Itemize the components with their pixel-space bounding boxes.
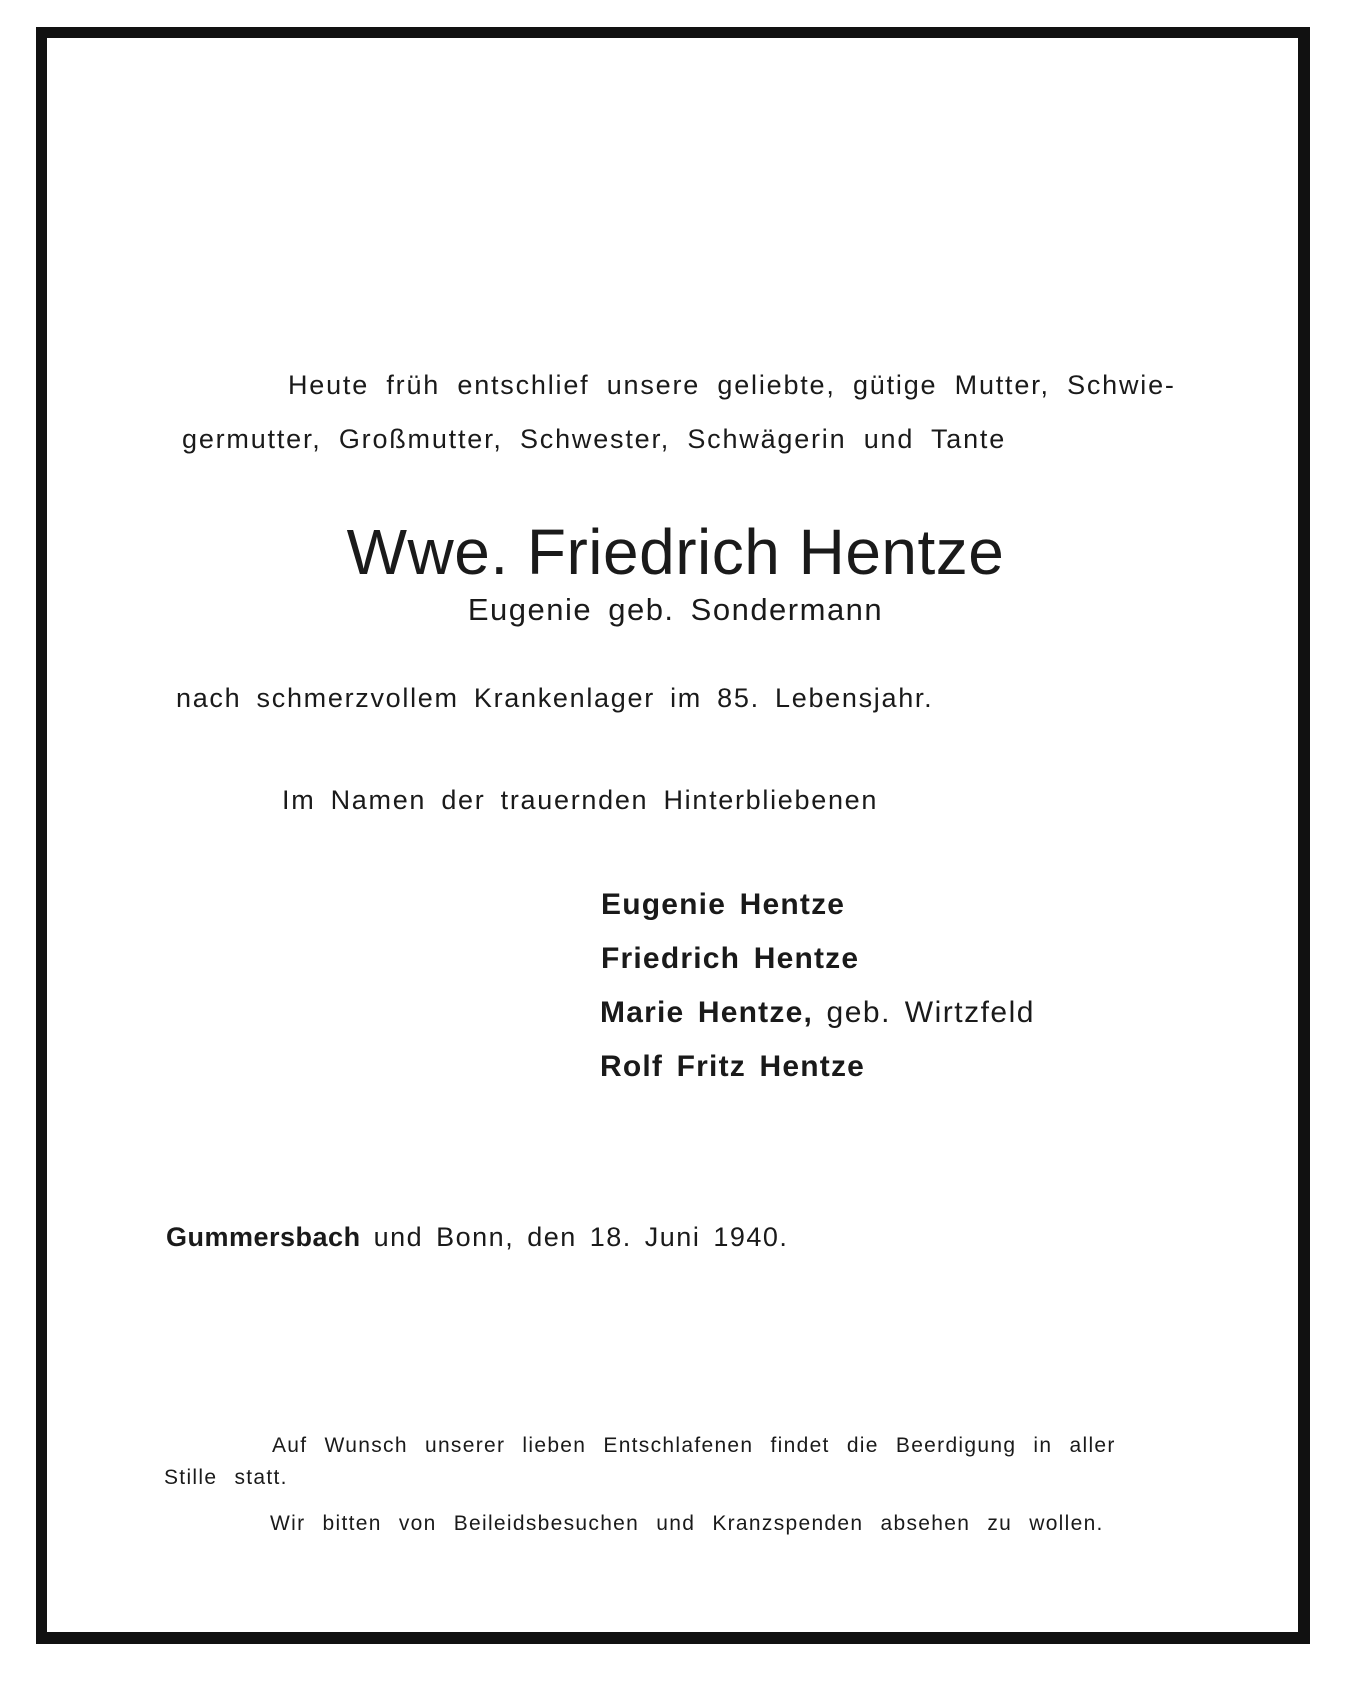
signer-name: Friedrich Hentze: [601, 942, 860, 975]
deceased-name: Wwe. Friedrich Hentze: [346, 516, 1005, 588]
signer-suffix: geb. Wirtzfeld: [826, 996, 1035, 1029]
maiden-name: Eugenie geb. Sondermann: [467, 592, 884, 627]
intro-line-2: germutter, Großmutter, Schwester, Schwägerin und Tante: [182, 424, 1007, 454]
circumstance-line: nach schmerzvollem Krankenlager im 85. Lebensjahr.: [176, 683, 934, 713]
date-text: und Bonn, den 18. Juni 1940.: [373, 1222, 789, 1252]
place-name: Gummersbach: [166, 1222, 361, 1252]
signer-name: Marie Hentze,: [600, 996, 813, 1029]
funeral-note-line-2: Stille statt.: [164, 1466, 288, 1489]
signer-name: Eugenie Hentze: [601, 888, 846, 921]
place-date-line: [166, 1222, 788, 1253]
funeral-note-line-1: Auf Wunsch unserer lieben Entschlafenen findet die Beerdigung in aller: [272, 1434, 1116, 1457]
signer-1: [601, 888, 845, 922]
signer-2: [601, 942, 859, 976]
mourning-border: [36, 27, 1310, 1644]
condolence-request: Wir bitten von Beileidsbesuchen und Kranzspenden absehen zu wollen.: [270, 1512, 1104, 1535]
signer-4: [600, 1050, 865, 1084]
intro-line-1: Heute früh entschlief unsere geliebte, gütige Mutter, Schwie-: [288, 370, 1176, 400]
signer-name: Rolf Fritz Hentze: [600, 1050, 866, 1083]
signer-3: [600, 996, 1035, 1030]
on-behalf-line: Im Namen der trauernden Hinterbliebenen: [282, 785, 879, 815]
